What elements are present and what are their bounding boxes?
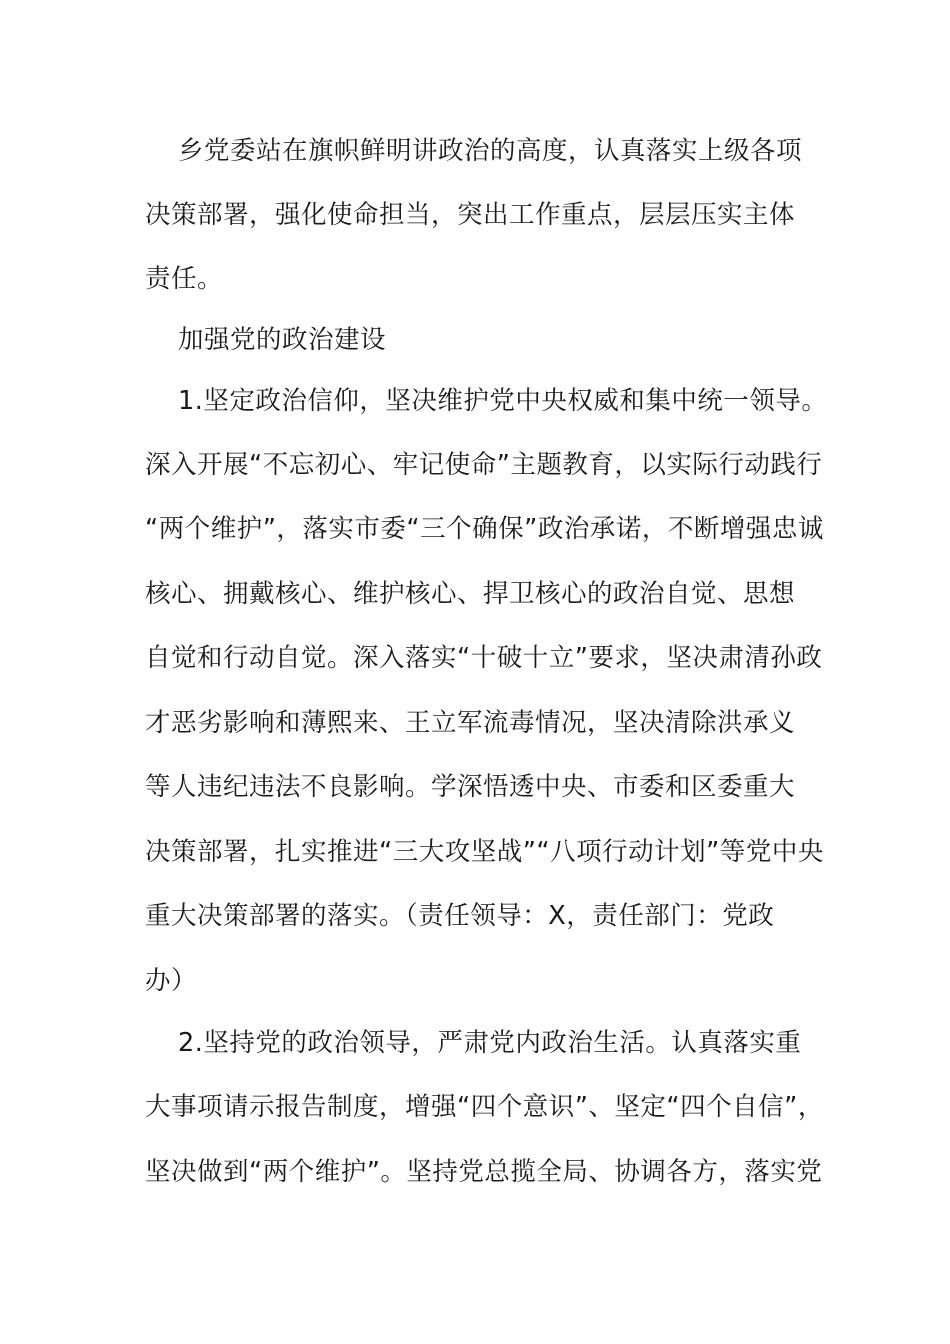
paragraph-line: 责任。 [145, 264, 224, 294]
paragraph-line: 决策部署，强化使命担当，突出工作重点，层层压实主体 [145, 200, 796, 230]
section-heading: 加强党的政治建设 [178, 325, 387, 355]
paragraph-line: 大事项请示报告制度，增强“四个意识”、坚定“四个自信”， [145, 1092, 824, 1122]
paragraph-line: 等人违纪违法不良影响。学深悟透中央、市委和区委重大 [145, 772, 796, 802]
paragraph-line: 深入开展“不忘初心、牢记使命”主题教育，以实际行动践行 [145, 450, 823, 480]
paragraph-line: 核心、拥戴核心、维护核心、捍卫核心的政治自觉、思想 [145, 579, 796, 609]
paragraph-line: 1.坚定政治信仰，坚决维护党中央权威和集中统一领导。 [178, 386, 828, 416]
paragraph-line: 决策部署，扎实推进“三大攻坚战”“八项行动计划”等党中央 [145, 837, 824, 867]
paragraph-line: 重大决策部署的落实。（责任领导：X，责任部门：党政 [145, 901, 775, 931]
paragraph-line: 才恶劣影响和薄熙来、王立军流毒情况，坚决清除洪承义 [145, 708, 796, 738]
paragraph-line: 自觉和行动自觉。深入落实“十破十立”要求，坚决肃清孙政 [145, 643, 823, 673]
paragraph-line: 2.坚持党的政治领导，严肃党内政治生活。认真落实重 [178, 1028, 802, 1058]
paragraph-line: “两个维护”，落实市委“三个确保”政治承诺，不断增强忠诚 [145, 514, 824, 544]
paragraph-line: 坚决做到“两个维护”。坚持党总揽全局、协调各方，落实党 [145, 1157, 823, 1187]
paragraph-line: 办） [145, 966, 198, 996]
paragraph-line: 乡党委站在旗帜鲜明讲政治的高度，认真落实上级各项 [178, 136, 803, 166]
